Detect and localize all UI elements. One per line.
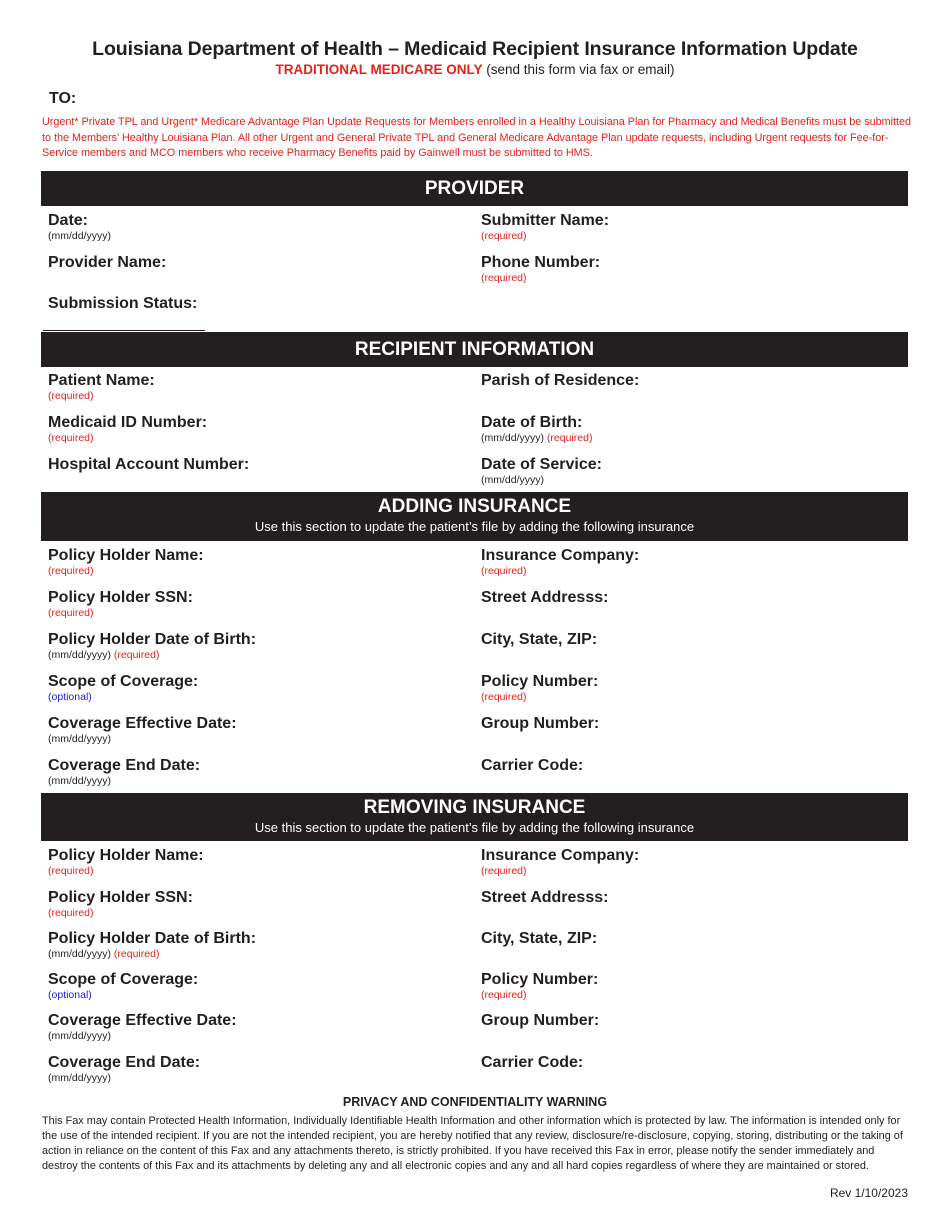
send-instructions: (send this form via fax or email) — [482, 62, 675, 77]
medicaid-id-label: Medicaid ID Number: — [48, 414, 208, 431]
remove-policy-holder-ssn-field[interactable] — [48, 888, 193, 920]
policy-number-label: Policy Number: — [481, 673, 599, 690]
adding-insurance-header — [41, 492, 908, 541]
remove-coverage-effective-date-field[interactable] — [48, 1011, 237, 1043]
policy-holder-dob-label: Policy Holder Date of Birth: — [48, 930, 257, 947]
parish-field[interactable] — [481, 371, 639, 390]
carrier-code-label: Carrier Code: — [481, 1054, 584, 1071]
required-hint: (required) — [48, 565, 94, 577]
date-format-hint: (mm/dd/yyyy) — [48, 775, 111, 787]
phone-number-label: Phone Number: — [481, 254, 601, 271]
required-hint: (required) — [546, 432, 593, 444]
remove-scope-of-coverage-field[interactable] — [48, 970, 198, 1002]
date-hint: (mm/dd/yyyy) — [48, 230, 111, 242]
required-hint: (required) — [481, 989, 527, 1001]
coverage-end-date-label: Coverage End Date: — [48, 757, 201, 774]
submitter-name-label: Submitter Name: — [481, 212, 610, 229]
city-state-zip-label: City, State, ZIP: — [481, 631, 598, 648]
remove-carrier-code-field[interactable] — [481, 1053, 583, 1072]
policy-holder-name-label: Policy Holder Name: — [48, 847, 204, 864]
remove-policy-holder-dob-field[interactable] — [48, 929, 256, 961]
provider-date-field[interactable] — [48, 211, 111, 243]
to-label: TO: — [49, 90, 77, 107]
city-state-zip-label: City, State, ZIP: — [481, 930, 598, 947]
date-format-hint: (mm/dd/yyyy) — [481, 474, 544, 486]
remove-policy-holder-name-field[interactable] — [48, 846, 204, 878]
submission-status-field[interactable] — [48, 294, 197, 313]
add-city-state-zip-field[interactable] — [481, 630, 597, 649]
remove-group-number-field[interactable] — [481, 1011, 599, 1030]
remove-policy-number-field[interactable] — [481, 970, 598, 1002]
add-insurance-company-field[interactable] — [481, 546, 639, 578]
required-hint: (required) — [481, 272, 527, 284]
phone-number-field[interactable] — [481, 253, 600, 285]
page-subtitle — [0, 62, 950, 77]
add-policy-holder-ssn-field[interactable] — [48, 588, 193, 620]
date-format-hint: (mm/dd/yyyy) — [48, 1030, 111, 1042]
required-hint: (required) — [48, 607, 94, 619]
adding-subheading: Use this section to update the patient’s file by adding the following insurance — [254, 519, 695, 534]
removing-subheading: Use this section to update the patient’s file by adding the following insurance — [254, 820, 695, 835]
adding-heading: ADDING INSURANCE — [377, 496, 572, 517]
dob-field[interactable] — [481, 413, 592, 445]
hospital-account-field[interactable] — [48, 455, 249, 474]
required-hint: (required) — [113, 948, 160, 960]
add-coverage-effective-date-field[interactable] — [48, 714, 237, 746]
required-hint: (required) — [113, 649, 160, 661]
date-format-hint: (mm/dd/yyyy) — [48, 649, 111, 661]
submission-status-line — [43, 330, 205, 331]
submitter-name-field[interactable] — [481, 211, 609, 243]
add-scope-of-coverage-field[interactable] — [48, 672, 198, 704]
privacy-warning-body: This Fax may contain Protected Health Information, Individually Identifiable Health Information and other information which is protected by law. The information is intended only for the use of the intended recipient. If you are not the intended recipient, you are hereby notified that any review, disclosure/re-disclosure, copying, storing, distributing or the taking of action in reliance on the content of this Fax and any attachments thereto, is strictly prohibited. If you have received this Fax in error, please notify the sender immediately and destroy the contents of this Fax and its attachments by deleting any and all electronic copies and any and all hard copies regardless of where they are maintained or stored. — [42, 1115, 903, 1172]
date-label: Date: — [48, 212, 89, 229]
add-group-number-field[interactable] — [481, 714, 599, 733]
insurance-company-label: Insurance Company: — [481, 847, 640, 864]
add-coverage-end-date-field[interactable] — [48, 756, 200, 788]
date-of-service-field[interactable] — [481, 455, 602, 487]
scope-of-coverage-label: Scope of Coverage: — [48, 971, 199, 988]
patient-name-label: Patient Name: — [48, 372, 155, 389]
remove-city-state-zip-field[interactable] — [481, 929, 597, 948]
remove-insurance-company-field[interactable] — [481, 846, 639, 878]
optional-hint: (optional) — [48, 989, 92, 1001]
carrier-code-label: Carrier Code: — [481, 757, 584, 774]
group-number-label: Group Number: — [481, 715, 600, 732]
insurance-company-label: Insurance Company: — [481, 547, 640, 564]
group-number-label: Group Number: — [481, 1012, 600, 1029]
policy-holder-ssn-label: Policy Holder SSN: — [48, 589, 193, 606]
required-hint: (required) — [48, 865, 94, 877]
parish-label: Parish of Residence: — [481, 372, 640, 389]
policy-holder-name-label: Policy Holder Name: — [48, 547, 204, 564]
required-hint: (required) — [48, 432, 94, 444]
street-address-label: Street Addresss: — [481, 889, 609, 906]
provider-name-field[interactable] — [48, 253, 166, 272]
street-address-label: Street Addresss: — [481, 589, 609, 606]
patient-name-field[interactable] — [48, 371, 155, 403]
dob-label: Date of Birth: — [481, 414, 583, 431]
coverage-end-date-label: Coverage End Date: — [48, 1054, 201, 1071]
required-hint: (required) — [48, 907, 94, 919]
medicaid-id-field[interactable] — [48, 413, 207, 445]
revision-date: Rev 1/10/2023 — [829, 1186, 908, 1200]
date-format-hint: (mm/dd/yyyy) — [48, 948, 111, 960]
medicare-only-note: TRADITIONAL MEDICARE ONLY — [275, 62, 483, 77]
add-street-address-field[interactable] — [481, 588, 608, 607]
urgent-notice: Urgent* Private TPL and Urgent* Medicare Advantage Plan Update Requests for Members enrolled in a Healthy Louisiana Plan for Pharmacy and Medical Benefits must be submitted to the Members’ Healthy Louisiana Plan. All other Urgent and General Private TPL and General Medicare Advantage Plan update requests, including Urgent requests for Fee-for-Service members and MCO members who receive Pharmacy Benefits paid by Gainwell must be submitted to HMS. — [42, 116, 912, 159]
provider-heading: PROVIDER — [424, 178, 525, 199]
hospital-account-label: Hospital Account Number: — [48, 456, 250, 473]
date-of-service-label: Date of Service: — [481, 456, 602, 473]
recipient-heading: RECIPIENT INFORMATION — [354, 339, 595, 360]
coverage-effective-date-label: Coverage Effective Date: — [48, 1012, 237, 1029]
required-hint: (required) — [48, 390, 94, 402]
optional-hint: (optional) — [48, 691, 92, 703]
scope-of-coverage-label: Scope of Coverage: — [48, 673, 199, 690]
coverage-effective-date-label: Coverage Effective Date: — [48, 715, 237, 732]
remove-coverage-end-date-field[interactable] — [48, 1053, 200, 1085]
required-hint: (required) — [481, 230, 527, 242]
date-format-hint: (mm/dd/yyyy) — [481, 432, 544, 444]
remove-street-address-field[interactable] — [481, 888, 608, 907]
add-carrier-code-field[interactable] — [481, 756, 583, 775]
policy-holder-ssn-label: Policy Holder SSN: — [48, 889, 193, 906]
add-policy-number-field[interactable] — [481, 672, 598, 704]
submission-status-label: Submission Status: — [48, 295, 198, 312]
recipient-section-header — [41, 332, 908, 367]
removing-heading: REMOVING INSURANCE — [363, 797, 586, 818]
provider-name-label: Provider Name: — [48, 254, 167, 271]
page-title: Louisiana Department of Health – Medicaid Recipient Insurance Information Update — [92, 38, 858, 60]
date-format-hint: (mm/dd/yyyy) — [48, 733, 111, 745]
add-policy-holder-dob-field[interactable] — [48, 630, 256, 662]
required-hint: (required) — [481, 691, 527, 703]
required-hint: (required) — [481, 565, 527, 577]
add-policy-holder-name-field[interactable] — [48, 546, 204, 578]
policy-holder-dob-label: Policy Holder Date of Birth: — [48, 631, 257, 648]
policy-number-label: Policy Number: — [481, 971, 599, 988]
date-format-hint: (mm/dd/yyyy) — [48, 1072, 111, 1084]
removing-insurance-header — [41, 793, 908, 841]
provider-section-header — [41, 171, 908, 206]
privacy-warning-title: PRIVACY AND CONFIDENTIALITY WARNING — [342, 1095, 608, 1109]
required-hint: (required) — [481, 865, 527, 877]
